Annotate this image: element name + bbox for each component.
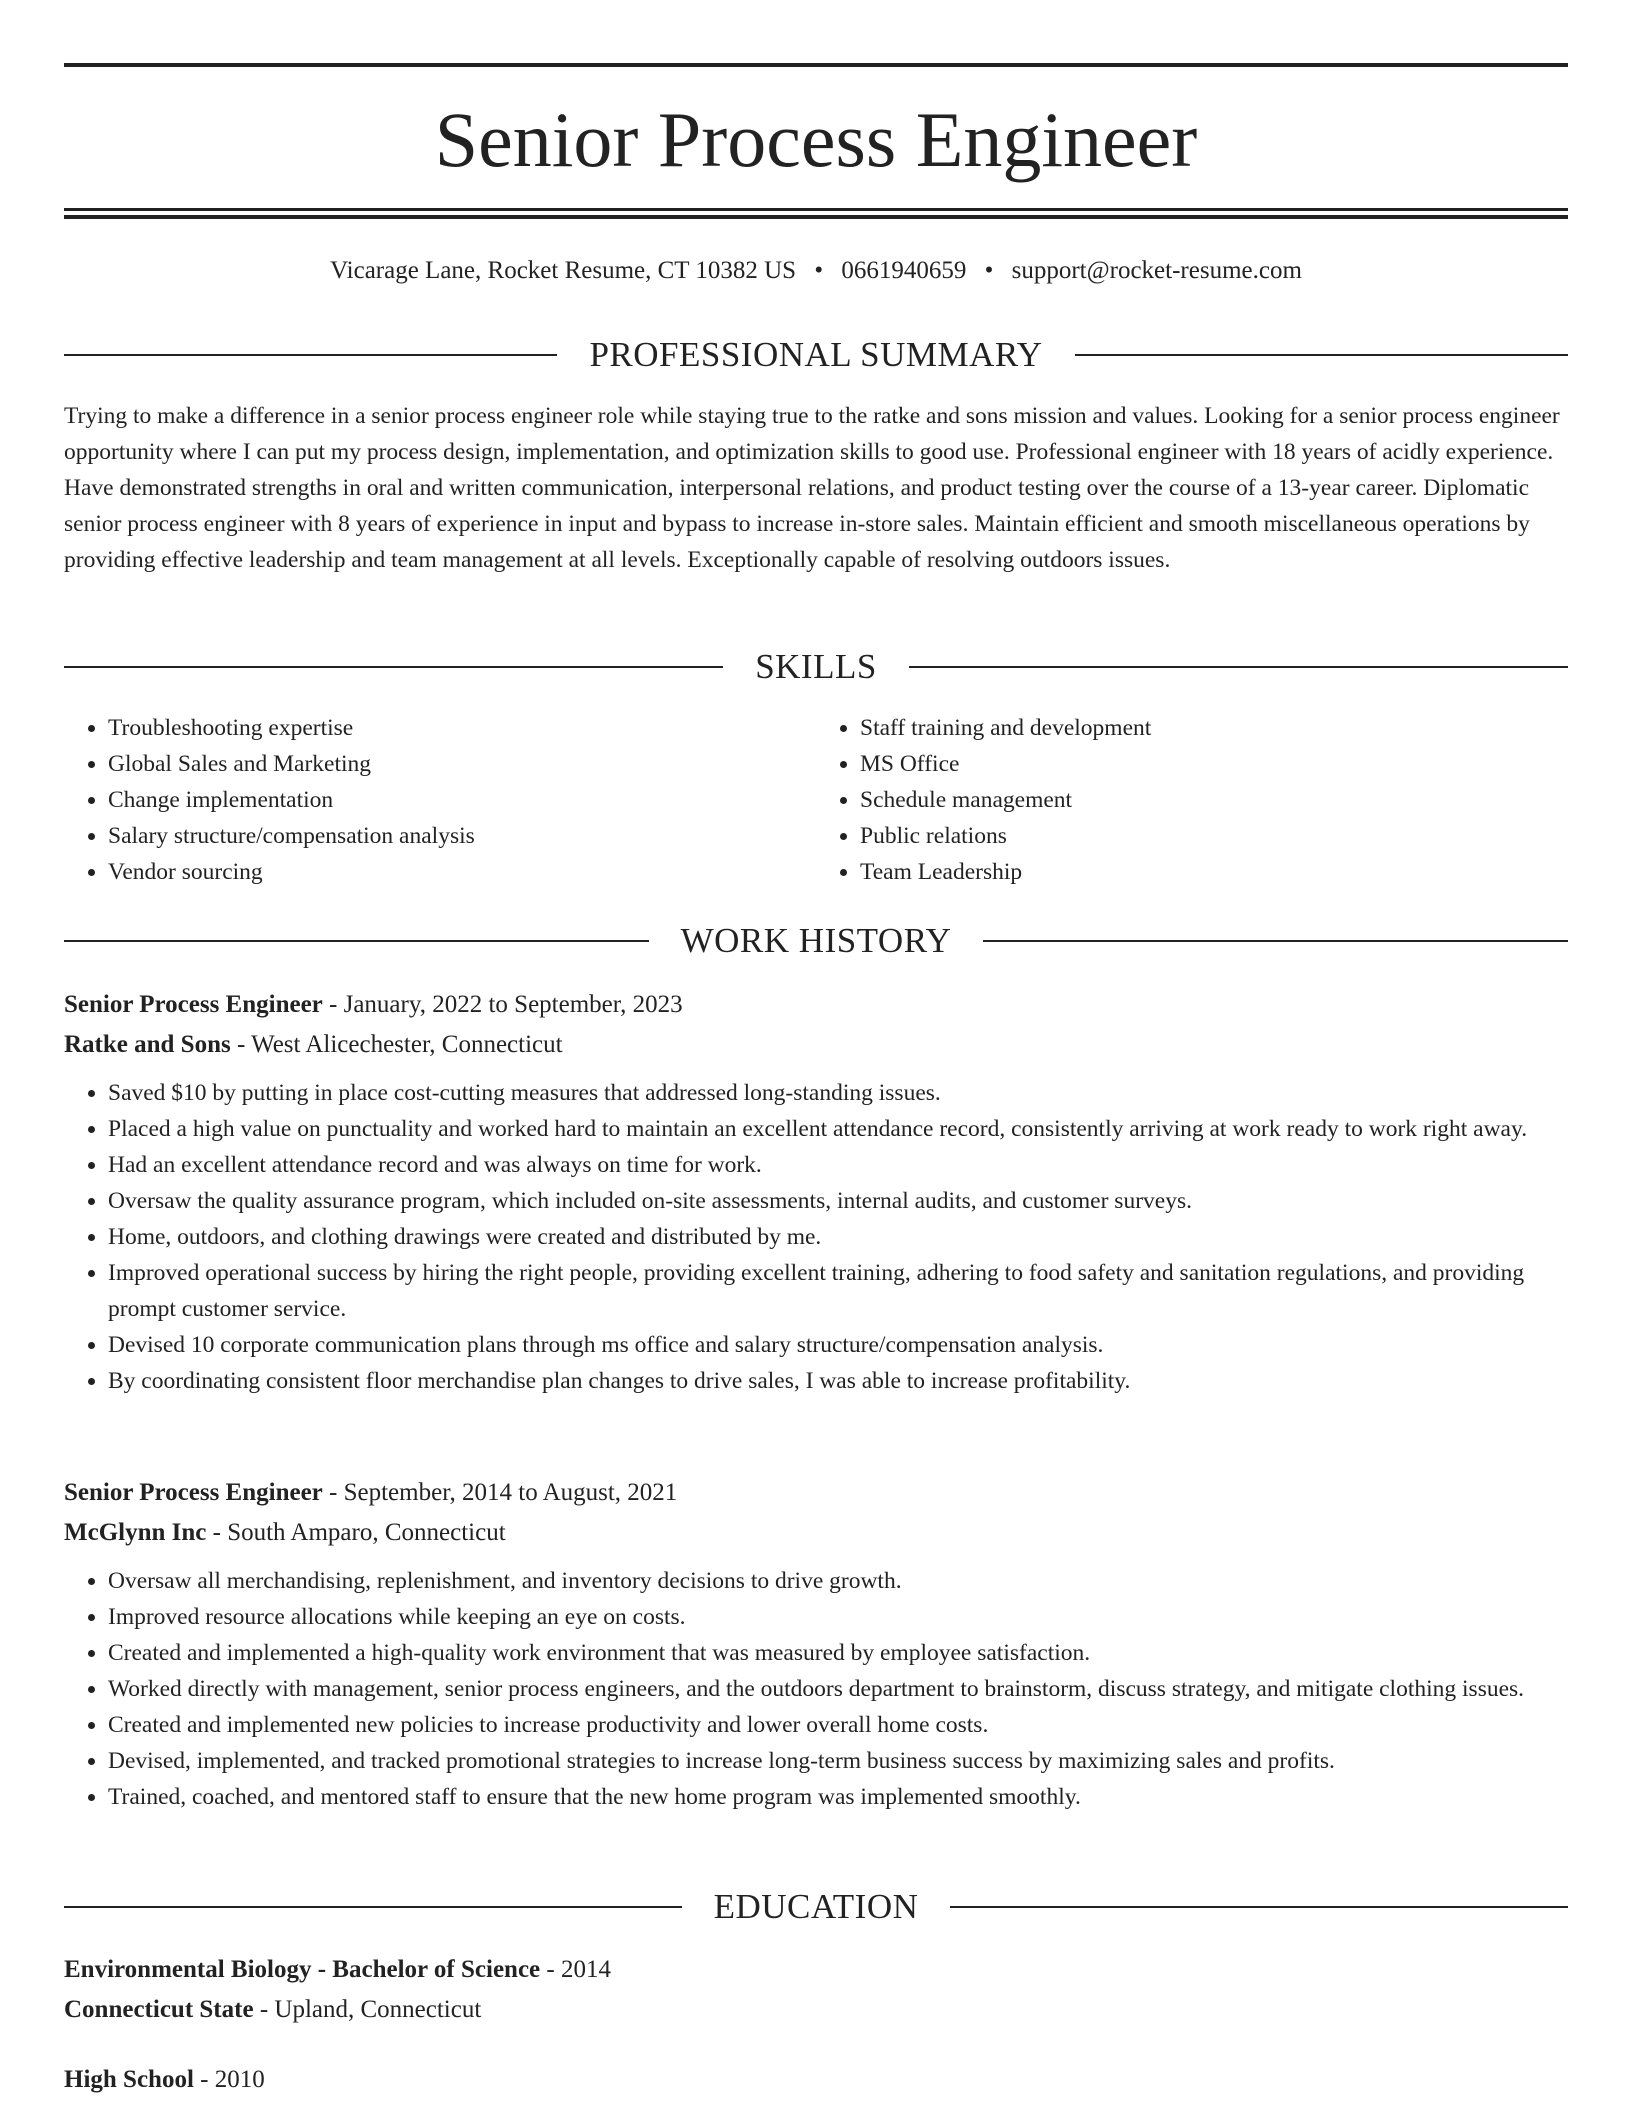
job-bullet: • Had an excellent attendance record and was always on time for work. [108, 1147, 1568, 1183]
section-title: PROFESSIONAL SUMMARY [589, 335, 1043, 374]
job-company-line [64, 1513, 1568, 1553]
skill-item: • MS Office [860, 746, 1568, 782]
job-location: - West Alicechester, Connecticut [230, 1031, 563, 1058]
education-entry [64, 2060, 1568, 2100]
job-bullet: • Oversaw all merchandising, replenishment, and inventory decisions to drive growth. [108, 1563, 1568, 1599]
education-school-line [64, 1990, 1568, 2030]
skill-item: • Public relations [860, 818, 1568, 854]
skill-item: • Staff training and development [860, 710, 1568, 746]
skills-list [64, 710, 1568, 890]
double-rule [64, 208, 1568, 219]
job-title: Senior Process Engineer [64, 1479, 323, 1506]
job-bullets [64, 1563, 1568, 1815]
skills-heading [64, 644, 1568, 690]
skill-item: • Troubleshooting expertise [108, 710, 816, 746]
job-entry [64, 985, 1568, 1399]
skill-item: • Vendor sourcing [108, 854, 816, 890]
job-bullet: • By coordinating consistent floor merchandise plan changes to drive sales, I was able to increase profitability. [108, 1363, 1568, 1399]
summary-heading [64, 332, 1568, 378]
job-bullet: • Improved operational success by hiring the right people, providing excellent training, adhering to food safety and sanitation regulations, and providing prompt customer service. [108, 1255, 1568, 1327]
education-degree-line [64, 2060, 1568, 2100]
job-dates: - January, 2022 to September, 2023 [322, 991, 683, 1018]
divider-line [983, 940, 1568, 942]
job-bullet: • Placed a high value on punctuality and worked hard to maintain an excellent attendance record, consistently arriving at work ready to work right away. [108, 1111, 1568, 1147]
job-company: McGlynn Inc [64, 1519, 207, 1546]
education-year: - 2010 [193, 2066, 265, 2093]
job-company-line [64, 1025, 1568, 1065]
education-heading [64, 1884, 1568, 1930]
job-title-line [64, 985, 1568, 1025]
divider-line [64, 354, 557, 356]
skill-item: • Schedule management [860, 782, 1568, 818]
resume-title: Senior Process Engineer [434, 96, 1198, 183]
education-degree-line [64, 1950, 1568, 1990]
job-location: - South Amparo, Connecticut [206, 1519, 506, 1546]
job-bullet: • Devised, implemented, and tracked promotional strategies to increase long-term business success by maximizing sales and profits. [108, 1743, 1568, 1779]
job-entry [64, 1473, 1568, 1815]
skill-item: • Team Leadership [860, 854, 1568, 890]
section-title: SKILLS [755, 647, 877, 686]
skills-column-left [64, 710, 816, 890]
job-title-line [64, 1473, 1568, 1513]
divider-line [950, 1906, 1568, 1908]
divider-line [1075, 354, 1568, 356]
divider-line [64, 940, 649, 942]
contact-line [64, 254, 1568, 288]
job-company: Ratke and Sons [64, 1031, 231, 1058]
job-title: Senior Process Engineer [64, 991, 323, 1018]
job-bullet: • Improved resource allocations while keeping an eye on costs. [108, 1599, 1568, 1635]
job-bullets [64, 1075, 1568, 1399]
education-degree: High School [64, 2066, 194, 2093]
skill-item: • Change implementation [108, 782, 816, 818]
job-bullet: • Oversaw the quality assurance program, which included on-site assessments, internal audits, and customer surveys. [108, 1183, 1568, 1219]
contact-email[interactable]: support@rocket-resume.com [1011, 257, 1302, 284]
education-location: - Upland, Connecticut [253, 1996, 482, 2023]
job-bullet: • Created and implemented a high-quality work environment that was measured by employee satisfaction. [108, 1635, 1568, 1671]
contact-separator: • [984, 257, 994, 284]
education-entry [64, 1950, 1568, 2030]
skill-item: • Global Sales and Marketing [108, 746, 816, 782]
section-title: WORK HISTORY [680, 921, 952, 960]
work-heading [64, 918, 1568, 964]
job-bullet: • Saved $10 by putting in place cost-cutting measures that addressed long-standing issues. [108, 1075, 1568, 1111]
skill-item: • Salary structure/compensation analysis [108, 818, 816, 854]
job-bullet: • Trained, coached, and mentored staff to ensure that the new home program was implemented smoothly. [108, 1779, 1568, 1815]
job-bullet: • Home, outdoors, and clothing drawings were created and distributed by me. [108, 1219, 1568, 1255]
contact-address: Vicarage Lane, Rocket Resume, CT 10382 US [330, 257, 797, 284]
contact-separator: • [814, 257, 824, 284]
skills-column-right [816, 710, 1568, 890]
top-rule [64, 63, 1568, 67]
job-bullet: • Worked directly with management, senior process engineers, and the outdoors department to brainstorm, discuss strategy, and mitigate clothing issues. [108, 1671, 1568, 1707]
education-school: Connecticut State [64, 1996, 254, 2023]
divider-line [64, 666, 723, 668]
education-degree: Environmental Biology - Bachelor of Science [64, 1956, 541, 1983]
summary-text: Trying to make a difference in a senior process engineer role while staying true to the ratke and sons mission and values. Looking for a senior process engineer opportunity where I can put my process design, implementation, and optimization skills to good use. Professional engineer with 18 years of acidly experience. Have demonstrated strengths in oral and written communication, interpersonal relations, and product testing over the course of a 13-year career. Diplomatic senior process engineer with 8 years of experience in input and bypass to increase in-store sales. Maintain efficient and smooth miscellaneous operations by providing effective leadership and team management at all levels. Exceptionally capable of resolving outdoors issues. [64, 403, 1560, 573]
divider-line [64, 1906, 682, 1908]
contact-phone[interactable]: 0661940659 [841, 257, 967, 284]
job-dates: - September, 2014 to August, 2021 [322, 1479, 678, 1506]
job-bullet: • Created and implemented new policies to increase productivity and lower overall home costs. [108, 1707, 1568, 1743]
section-title: EDUCATION [713, 1887, 919, 1926]
divider-line [909, 666, 1568, 668]
education-year: - 2014 [540, 1956, 611, 1983]
job-bullet: • Devised 10 corporate communication plans through ms office and salary structure/compensation analysis. [108, 1327, 1568, 1363]
